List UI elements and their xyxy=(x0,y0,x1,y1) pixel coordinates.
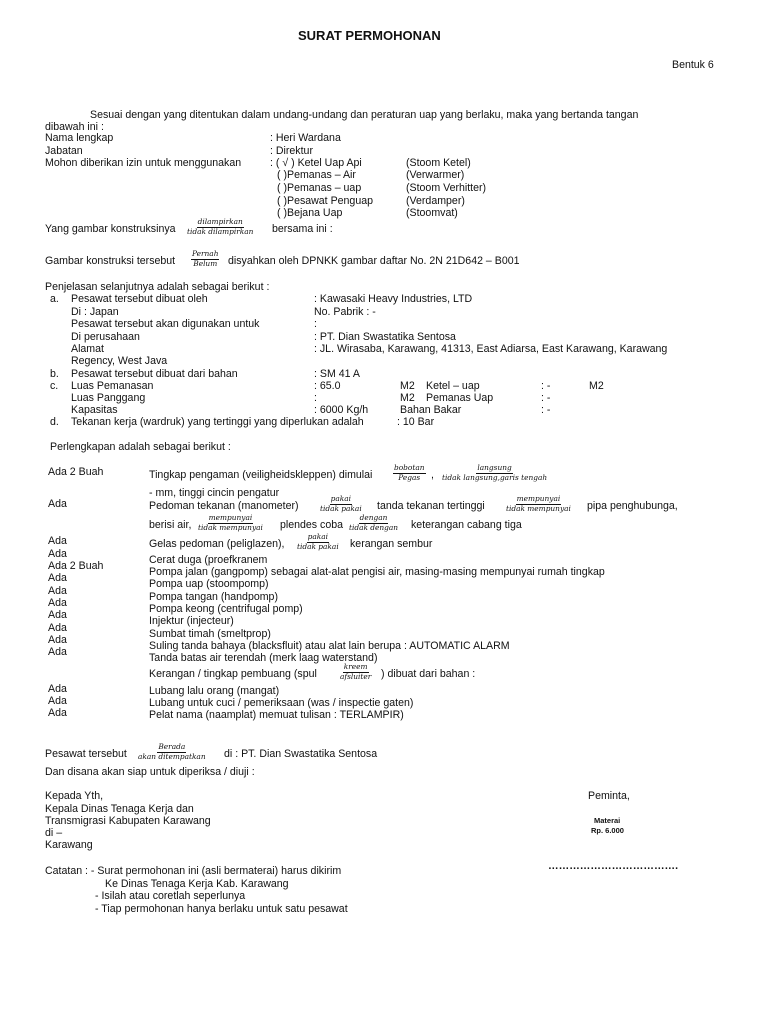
detail-c-value: : 65.0 xyxy=(314,380,341,392)
equipment-s1-f2-den: tidak langsung,garis tengah xyxy=(442,473,548,482)
detail-pabrik: No. Pabrik : - xyxy=(314,306,376,318)
gambar-fraction-num: dilampirkan xyxy=(197,217,243,226)
equipment-qty: Ada xyxy=(48,707,67,719)
equipment-qty: Ada xyxy=(48,634,67,646)
equipment-qty: Ada xyxy=(48,535,67,547)
detail-panggang-unit: M2 xyxy=(400,392,415,404)
equipment-qty: Ada xyxy=(48,597,67,609)
pesawat-line-2: Dan disana akan siap untuk diperiksa / diuji : xyxy=(45,766,255,778)
nama-value: : Heri Wardana xyxy=(270,132,341,144)
comma: , xyxy=(431,469,434,481)
gambar-post: bersama ini : xyxy=(272,223,333,235)
equipment-qty: Ada xyxy=(48,609,67,621)
equipment-s14-f1-num: kreem xyxy=(343,662,368,671)
equipment-s3-f1-den: tidak mempunyai xyxy=(198,523,263,532)
equipment-s1-fraction-1 xyxy=(393,464,426,482)
addr-line: Karawang xyxy=(45,839,93,851)
equipment-s3-pre: berisi air, xyxy=(149,519,192,531)
equipment-cerat-duga: Cerat duga (proefkranem xyxy=(149,554,268,566)
equipment-s1-fraction-2 xyxy=(441,464,548,482)
equipment-s3-f2-den: tidak dengan xyxy=(349,523,399,532)
option-ketel-uap-api: : ( √ ) Ketel Uap Api xyxy=(270,157,362,169)
option-pesawat-penguap: ( )Pesawat Penguap xyxy=(277,195,373,207)
equipment-pedoman-tekanan: Pedoman tekanan (manometer) xyxy=(149,500,299,512)
equipment-sumbat-timah: Sumbat timah (smeltprop) xyxy=(149,628,271,640)
catatan-line: - Isilah atau coretlah seperlunya xyxy=(95,890,246,902)
equipment-tanda-batas-air: Tanda batas air terendah (merk laag waterstand) xyxy=(149,652,378,664)
equipment-s2-f1-den: tidak pakai xyxy=(320,504,362,513)
equipment-s3-f2-num: dengan xyxy=(359,513,388,522)
detail-perusahaan-value: : PT. Dian Swastatika Sentosa xyxy=(314,331,456,343)
mohon-label: Mohon diberikan izin untuk menggunakan xyxy=(45,157,242,169)
equipment-s2-f2-num: mempunyai xyxy=(516,494,561,503)
equipment-qty: Ada xyxy=(48,585,67,597)
konstruksi-fraction xyxy=(191,250,219,268)
intro-line-2: dibawah ini : xyxy=(45,121,104,133)
equipment-s3-post: keterangan cabang tiga xyxy=(411,519,522,531)
detail-perusahaan-label: Di perusahaan xyxy=(71,331,140,343)
equipment-gelas-pedoman: Gelas pedoman (peliglazen), xyxy=(149,538,285,550)
equipment-s14-fraction xyxy=(339,663,372,681)
equipment-s2-fraction-1 xyxy=(319,495,363,513)
detail-b-letter: b. xyxy=(50,368,59,380)
option-pemanas-air-dutch: (Verwarmer) xyxy=(406,169,465,181)
addr-line: Kepala Dinas Tenaga Kerja dan xyxy=(45,803,194,815)
detail-c-label: Luas Pemanasan xyxy=(71,380,154,392)
equipment-kerangan-pembuang: Kerangan / tingkap pembuang (spul xyxy=(149,668,317,680)
addr-line: Kepada Yth, xyxy=(45,790,104,802)
equipment-qty: Ada xyxy=(48,498,67,510)
detail-panggang-right-label: Pemanas Uap xyxy=(426,392,494,404)
perlengkapan-heading: Perlengkapan adalah sebagai berikut : xyxy=(50,441,231,453)
equipment-qty: Ada 2 Buah xyxy=(48,560,104,572)
addr-line: di – xyxy=(45,827,63,839)
pesawat-fraction-num: Berada xyxy=(158,742,186,751)
gambar-fraction xyxy=(186,218,254,236)
equipment-s3-fraction-1 xyxy=(197,514,264,532)
equipment-s2-f1-num: pakai xyxy=(330,494,352,503)
equipment-lubang-lalu-orang: Lubang lalu orang (mangat) xyxy=(149,685,280,697)
detail-kapasitas-label: Kapasitas xyxy=(71,404,118,416)
pesawat-fraction-den: akan ditempatkan xyxy=(138,752,206,761)
detail-d-label: Tekanan kerja (wardruk) yang tertinggi yang diperlukan adalah xyxy=(71,416,364,428)
option-bejana-uap-dutch: (Stoomvat) xyxy=(406,207,458,219)
option-bejana-uap: ( )Bejana Uap xyxy=(277,207,343,219)
equipment-s1-f2-num: langsung xyxy=(477,463,512,472)
detail-c-unit: M2 xyxy=(400,380,415,392)
equipment-s14-post: ) dibuat dari bahan : xyxy=(381,668,476,680)
equipment-s2-f2-den: tidak mempunyai xyxy=(506,504,571,513)
equipment-pompa-keong: Pompa keong (centrifugal pomp) xyxy=(149,603,303,615)
konstruksi-post: disyahkan oleh DPNKK gambar daftar No. 2N 21D642 – B001 xyxy=(228,255,520,267)
equipment-pelat-nama: Pelat nama (naamplat) memuat tulisan : TERLAMPIR) xyxy=(149,709,404,721)
equipment-pompa-uap: Pompa uap (stoompomp) xyxy=(149,578,269,590)
equipment-pompa-tangan: Pompa tangan (handpomp) xyxy=(149,591,278,603)
detail-panggang-label: Luas Panggang xyxy=(71,392,146,404)
konstruksi-fraction-num: Pernah xyxy=(192,249,219,258)
detail-alamat-cont: Regency, West Java xyxy=(71,355,168,367)
form-number: Bentuk 6 xyxy=(672,59,714,71)
equipment-qty: Ada xyxy=(48,646,67,658)
detail-kapasitas-value: : 6000 Kg/h xyxy=(314,404,369,416)
equipment-qty: Ada xyxy=(48,548,67,560)
detail-b-label: Pesawat tersebut dibuat dari bahan xyxy=(71,368,238,380)
detail-a-label: Pesawat tersebut dibuat oleh xyxy=(71,293,208,305)
equipment-s2-fraction-2 xyxy=(505,495,572,513)
equipment-pompa-jalan: Pompa jalan (gangpomp) sebagai alat-alat pengisi air, masing-masing mempunyai rumah tingkap xyxy=(149,566,605,578)
equipment-s4-post: kerangan sembur xyxy=(350,538,433,550)
detail-c-right-unit: M2 xyxy=(589,380,604,392)
equipment-qty: Ada xyxy=(48,572,67,584)
detail-d-value: : 10 Bar xyxy=(397,416,435,428)
detail-a-value: : Kawasaki Heavy Industries, LTD xyxy=(314,293,473,305)
equipment-s1-f1-den: Pegas xyxy=(398,473,421,482)
catatan-line: Catatan : - Surat permohonan ini (asli bermaterai) harus dikirim xyxy=(45,865,342,877)
pesawat-label: Pesawat tersebut xyxy=(45,748,127,760)
signature-line: ………………………………. xyxy=(548,860,679,872)
option-pemanas-air: ( )Pemanas – Air xyxy=(277,169,356,181)
option-pemanas-uap-dutch: (Stoom Verhitter) xyxy=(406,182,487,194)
equipment-qty: Ada xyxy=(48,695,67,707)
penjelasan-heading: Penjelasan selanjutnya adalah sebagai berikut : xyxy=(45,281,270,293)
detail-panggang-right-value: : - xyxy=(541,392,551,404)
detail-bahan-bakar-label: Bahan Bakar xyxy=(400,404,462,416)
detail-c-right-label: Ketel – uap xyxy=(426,380,480,392)
equipment-lubang-cuci: Lubang untuk cuci / pemeriksaan (was / inspectie gaten) xyxy=(149,697,414,709)
jabatan-value: : Direktur xyxy=(270,145,313,157)
addr-line: Transmigrasi Kabupaten Karawang xyxy=(45,815,211,827)
equipment-s3-fraction-2 xyxy=(348,514,399,532)
detail-c-letter: c. xyxy=(50,380,59,392)
catatan-line: Ke Dinas Tenaga Kerja Kab. Karawang xyxy=(105,878,289,890)
gambar-fraction-den: tidak dilampirkan xyxy=(187,227,254,236)
equipment-s14-f1-den: afsluiter xyxy=(340,672,372,681)
equipment-tingkap-cont: - mm, tinggi cincin pengatur xyxy=(149,487,280,499)
equipment-qty: Ada xyxy=(48,683,67,695)
detail-a-letter: a. xyxy=(50,293,59,305)
pesawat-location: di : PT. Dian Swastatika Sentosa xyxy=(224,748,378,760)
equipment-s2-mid: tanda tekanan tertinggi xyxy=(377,500,485,512)
page-title: SURAT PERMOHONAN xyxy=(298,28,441,43)
detail-d-letter: d. xyxy=(50,416,59,428)
equipment-tingkap-pengaman: Tingkap pengaman (veiligheidskleppen) dimulai xyxy=(149,469,373,481)
equipment-qty: Ada xyxy=(48,622,67,634)
equipment-s2-post: pipa penghubunga, xyxy=(587,500,678,512)
equipment-injektur: Injektur (injecteur) xyxy=(149,615,234,627)
detail-alamat-value: : JL. Wirasaba, Karawang, 41313, East Adiarsa, East Karawang, Karawang xyxy=(314,343,668,355)
detail-b-value: : SM 41 A xyxy=(314,368,360,380)
detail-c-right-value: : - xyxy=(541,380,551,392)
option-pemanas-uap: ( )Pemanas – uap xyxy=(277,182,362,194)
equipment-s4-f1-den: tidak pakai xyxy=(297,542,339,551)
equipment-s4-fraction xyxy=(296,533,340,551)
equipment-suling-tanda-bahaya: Suling tanda bahaya (blacksfluit) atau alat lain berupa : AUTOMATIC ALARM xyxy=(149,640,510,652)
equipment-s1-f1-num: bobotan xyxy=(394,463,425,472)
gambar-label: Yang gambar konstruksinya xyxy=(45,223,176,235)
option-pesawat-penguap-dutch: (Verdamper) xyxy=(406,195,465,207)
jabatan-label: Jabatan xyxy=(45,145,83,157)
detail-bahan-bakar-value: : - xyxy=(541,404,551,416)
pesawat-fraction xyxy=(137,743,207,761)
konstruksi-label: Gambar konstruksi tersebut xyxy=(45,255,176,267)
catatan-line: - Tiap permohonan hanya berlaku untuk satu pesawat xyxy=(95,903,348,915)
equipment-s3-mid: plendes coba xyxy=(280,519,344,531)
konstruksi-fraction-den: Belum xyxy=(193,259,218,268)
peminta-label: Peminta, xyxy=(588,790,630,802)
detail-digunakan-value: : xyxy=(314,318,317,330)
detail-di-label: Di : Japan xyxy=(71,306,119,318)
nama-label: Nama lengkap xyxy=(45,132,114,144)
materai-value: Rp. 6.000 xyxy=(591,826,624,835)
equipment-s3-f1-num: mempunyai xyxy=(208,513,253,522)
option-ketel-uap-api-dutch: (Stoom Ketel) xyxy=(406,157,471,169)
detail-alamat-label: Alamat xyxy=(71,343,104,355)
equipment-s4-f1-num: pakai xyxy=(307,532,329,541)
intro-line-1: Sesuai dengan yang ditentukan dalam undang-undang dan peraturan uap yang berlaku, maka yang bertanda tangan xyxy=(90,109,639,121)
detail-panggang-value: : xyxy=(314,392,317,404)
equipment-qty: Ada 2 Buah xyxy=(48,466,104,478)
detail-digunakan-label: Pesawat tersebut akan digunakan untuk xyxy=(71,318,260,330)
materai-label: Materai xyxy=(594,816,621,825)
